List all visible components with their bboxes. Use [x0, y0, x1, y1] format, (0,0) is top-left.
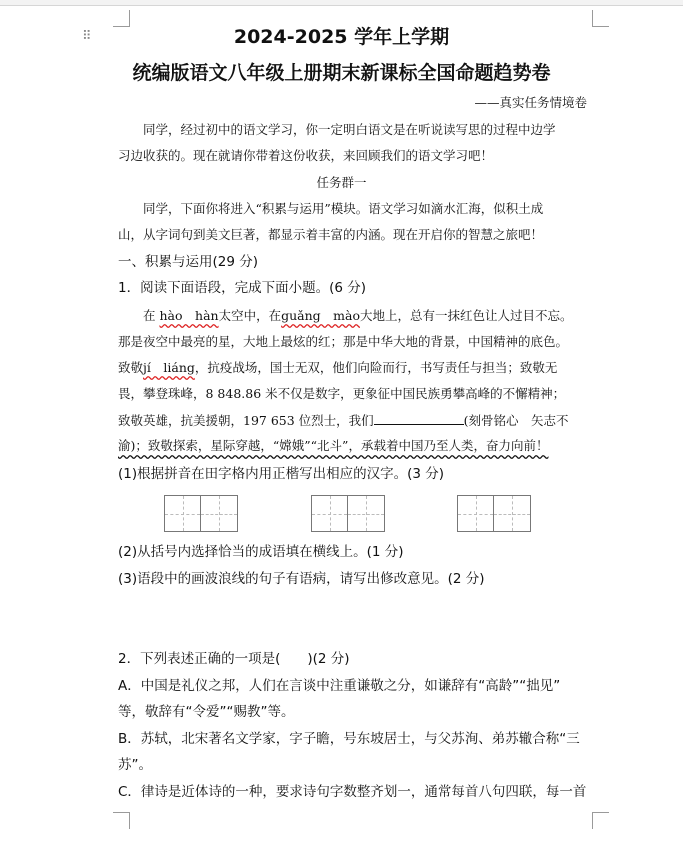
tianzige-grid-2[interactable]: [311, 495, 385, 532]
passage-text: (刻骨铭心 矢志不: [463, 413, 569, 428]
option-b-line-2: 苏”。: [118, 757, 152, 773]
task-intro-line-2: 山，从字词句到美文巨著，都显示着丰富的内涵。现在开启你的智慧之旅吧！: [118, 227, 544, 242]
passage-text: ，抗疫战场，国士无双，他们向险而行，书写责任与担当；致敬无: [194, 360, 558, 375]
option-a-line-1: A．中国是礼仪之邦，人们在言谈中注重谦敬之分，如谦辞有“高龄”“拙见”: [118, 678, 561, 694]
title-line-1: 2024-2025 学年上学期: [233, 26, 450, 48]
passage-text: 致敬: [118, 360, 144, 375]
task-group-heading: 任务群一: [316, 175, 367, 190]
passage-line-4: 畏，攀登珠峰，8 848.86 米不仅是数字，更象征中国民族勇攀高峰的不懈精神；: [118, 386, 566, 401]
question-1: 1．阅读下面语段，完成下面小题。(6 分): [118, 280, 367, 296]
intro-line-1: 同学，经过初中的语文学习，你一定明白语文是在听说读写思的过程中边学: [143, 122, 556, 137]
passage-text: 在: [143, 308, 160, 323]
option-a-line-2: 等，敬辞有“令爱”“赐教”等。: [118, 704, 295, 720]
passage-text: 致敬英雄，抗美援朝，197 653 位烈士，我们: [118, 413, 374, 428]
passage-line-3: [118, 358, 557, 378]
sub-question-2: (2)从括号内选择恰当的成语填在横线上。(1 分): [118, 544, 404, 560]
pinyin-2: guǎng mào: [281, 308, 360, 323]
sub-question-3: (3)语段中的画波浪线的句子有语病，请写出修改意见。(2 分): [118, 571, 485, 587]
tianzige-grid-1[interactable]: [164, 495, 238, 532]
pinyin-3: jí liáng: [143, 360, 195, 375]
margin-corner-bottom-right: [592, 812, 609, 829]
title-line-2: 统编版语文八年级上册期末新课标全国命题趋势卷: [132, 62, 551, 84]
option-c-line-1: C．律诗是近体诗的一种，要求诗句字数整齐划一，通常每首八句四联，每一首: [118, 784, 587, 800]
tianzige-grid-3[interactable]: [457, 495, 531, 532]
intro-line-2: 习边收获的。现在就请你带着这份收获，来回顾我们的语文学习吧！: [118, 148, 494, 163]
question-2: 2．下列表述正确的一项是( )(2 分): [118, 651, 350, 667]
passage-text: 大地上，总有一抹红色让人过目不忘。: [359, 308, 573, 323]
pinyin-1: hào hàn: [159, 308, 219, 323]
passage-text: 太空中，在: [218, 308, 282, 323]
ruler-edge: [0, 0, 683, 6]
section-heading: 一、积累与运用(29 分): [118, 254, 259, 270]
sub-question-1: (1)根据拼音在田字格内用正楷写出相应的汉字。(3 分): [118, 466, 445, 482]
subtitle: ——真实任务情境卷: [474, 95, 587, 110]
passage-line-2: 那是夜空中最亮的星，大地上最炫的红；那是中华大地的背景，中国精神的底色。: [118, 334, 569, 349]
fill-in-blank[interactable]: [374, 410, 464, 425]
task-intro-line-1: 同学，下面你将进入“积累与运用”模块。语文学习如滴水汇海，似积土成: [143, 201, 544, 216]
passage-line-6-wavy: 渝)；致敬探索，星际穿越，“嫦娥”“北斗”，承载着中国乃至人类，奋力向前！: [118, 438, 549, 453]
option-b-line-1: B．苏轼，北宋著名文学家，字子瞻，号东坡居士，与父苏洵、弟苏辙合称“三: [118, 731, 580, 747]
margin-corner-bottom-left: [113, 812, 130, 829]
drag-handle-icon[interactable]: ⠿: [82, 29, 92, 44]
passage-line-1: [143, 306, 573, 326]
passage-line-5: [118, 410, 569, 431]
